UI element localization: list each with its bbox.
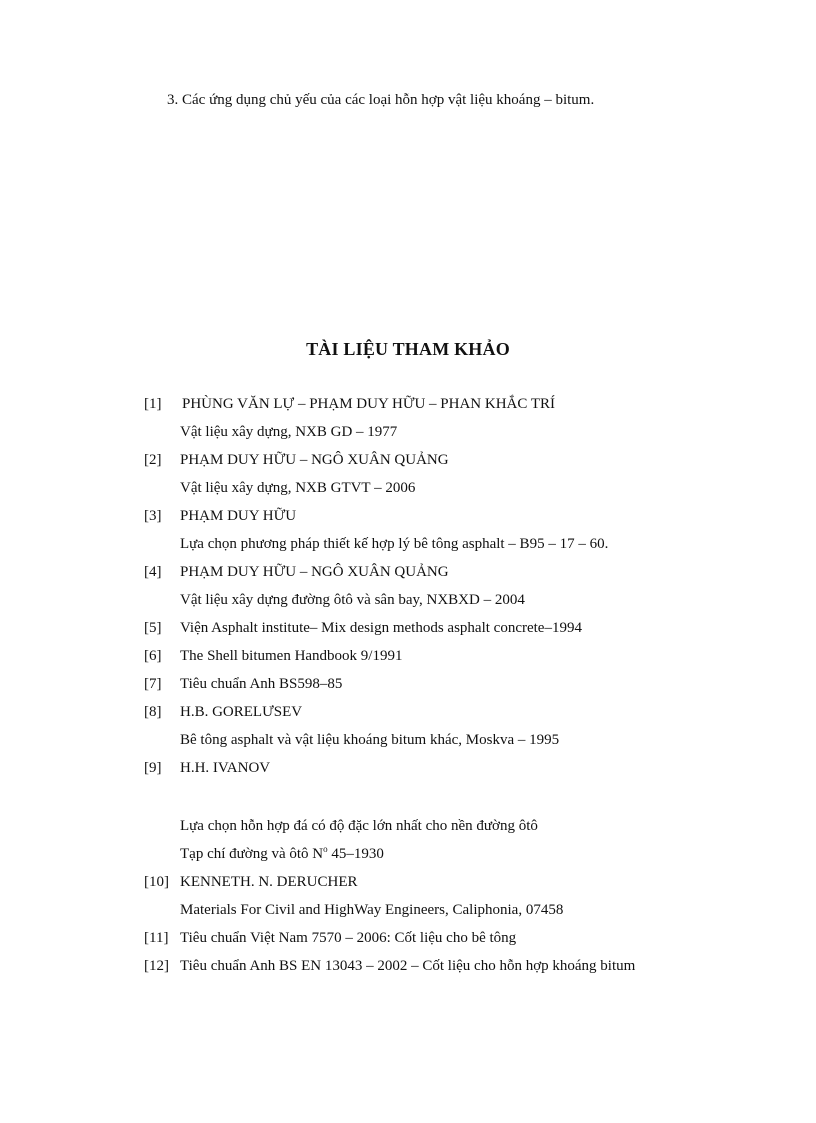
reference-authors: PHẠM DUY HỮU – NGÔ XUÂN QUẢNG (180, 564, 449, 580)
reference-number: [5] (144, 620, 162, 636)
reference-6 (144, 646, 402, 666)
journal-name: Tạp chí đường và ôtô N (180, 846, 324, 862)
reference-authors: PHẠM DUY HỮU (180, 508, 297, 524)
reference-number: [3] (144, 508, 162, 524)
reference-2 (144, 450, 449, 470)
reference-7 (144, 674, 342, 694)
reference-number: [12] (144, 958, 169, 974)
reference-1 (144, 394, 555, 414)
reference-number: [1] (144, 396, 162, 412)
reference-10 (144, 872, 358, 892)
reference-text: The Shell bitumen Handbook 9/1991 (180, 648, 403, 664)
reference-12 (144, 956, 635, 976)
reference-1-title: Vật liệu xây dựng, NXB GD – 1977 (180, 424, 398, 440)
reference-8 (144, 702, 302, 722)
reference-2-title: Vật liệu xây dựng, NXB GTVT – 2006 (180, 480, 416, 496)
reference-number: [11] (144, 930, 169, 946)
question-item-3: 3. Các ứng dụng chủ yếu của các loại hỗn hợp vật liệu khoáng – bitum. (167, 92, 595, 108)
reference-number: [2] (144, 452, 162, 468)
reference-8-title: Bê tông asphalt và vật liệu khoáng bitum khác, Moskva – 1995 (180, 732, 560, 748)
reference-number: [9] (144, 760, 162, 776)
reference-text: Tiêu chuẩn Anh BS598–85 (180, 676, 343, 692)
reference-10-title: Materials For Civil and HighWay Engineers, Caliphonia, 07458 (180, 902, 564, 918)
reference-3 (144, 506, 296, 526)
reference-authors: KENNETH. N. DERUCHER (180, 874, 358, 890)
reference-authors: PHÙNG VĂN LỰ – PHẠM DUY HỮU – PHAN KHẮC TRÍ (182, 396, 556, 412)
reference-text: Tiêu chuẩn Việt Nam 7570 – 2006: Cốt liệu cho bê tông (180, 930, 517, 946)
reference-9 (144, 758, 270, 778)
reference-5 (144, 618, 582, 638)
references-heading: TÀI LIỆU THAM KHẢO (306, 339, 510, 359)
reference-text: Tiêu chuẩn Anh BS EN 13043 – 2002 – Cốt liệu cho hỗn hợp khoáng bitum (180, 958, 636, 974)
reference-number: [4] (144, 564, 162, 580)
reference-number: [8] (144, 704, 162, 720)
reference-number: [7] (144, 676, 162, 692)
reference-text: Viện Asphalt institute– Mix design methods asphalt concrete–1994 (180, 620, 582, 636)
reference-9-journal (180, 844, 384, 864)
journal-issue: 45–1930 (327, 846, 384, 862)
reference-9-title: Lựa chọn hỗn hợp đá có độ đặc lớn nhất cho nền đường ôtô (180, 818, 538, 834)
reference-authors: H.H. IVANOV (180, 760, 271, 776)
reference-4 (144, 562, 449, 582)
reference-authors: H.B. GORELƯSEV (180, 704, 303, 720)
reference-authors: PHẠM DUY HỮU – NGÔ XUÂN QUẢNG (180, 452, 449, 468)
reference-number: [10] (144, 874, 169, 890)
reference-number: [6] (144, 648, 162, 664)
reference-3-title: Lựa chọn phương pháp thiết kế hợp lý bê tông asphalt – B95 – 17 – 60. (180, 536, 609, 552)
reference-11 (144, 928, 516, 948)
number-sign-superscript: o (323, 844, 328, 854)
reference-4-title: Vật liệu xây dựng đường ôtô và sân bay, NXBXD – 2004 (180, 592, 525, 608)
